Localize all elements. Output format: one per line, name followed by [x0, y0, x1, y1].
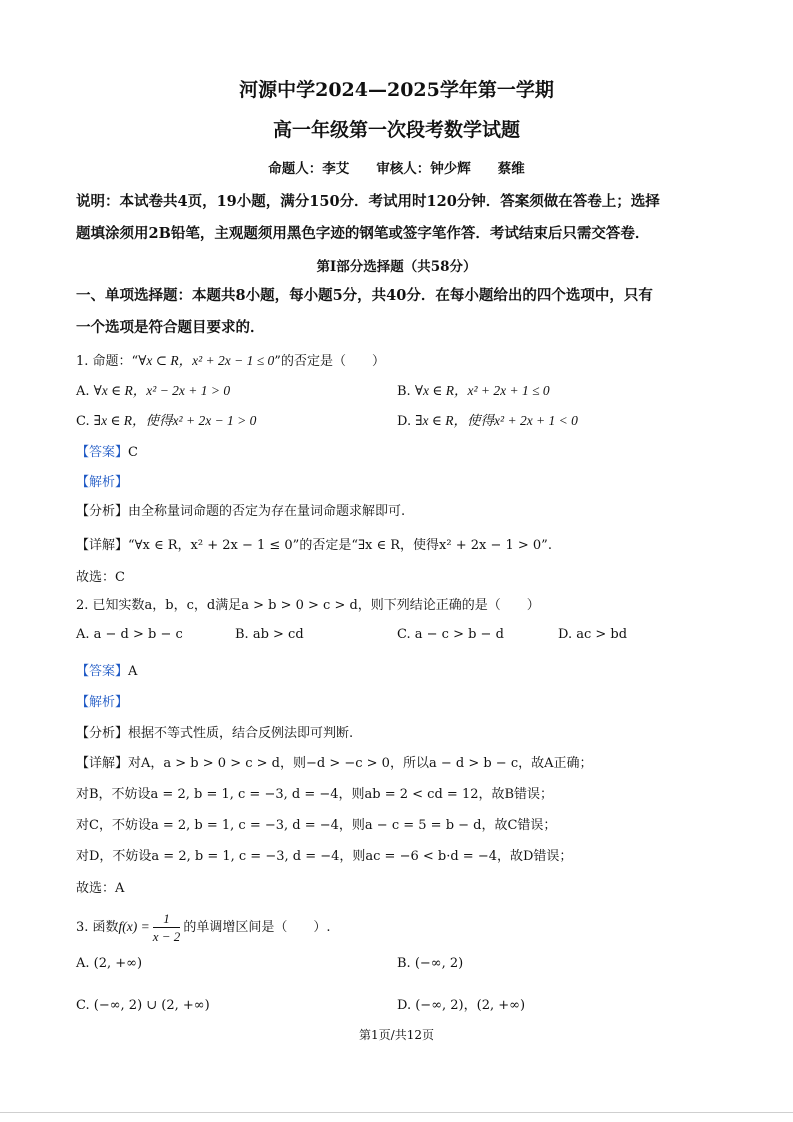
q2-detail-b: 对B，不妨设a = 2, b = 1, c = −3, d = −4，则ab = 2 < cd = 12，故B错误；	[76, 787, 554, 802]
q3-fraction-numerator: 1	[153, 912, 181, 928]
bottom-divider	[0, 1112, 793, 1113]
q3-stem	[76, 910, 330, 944]
q1-option-c	[76, 412, 256, 431]
q1-stem-prefix: 1. 命题：“	[76, 354, 139, 369]
fenxi-tag: 【分析】	[76, 726, 129, 741]
q1-option-d	[397, 412, 578, 431]
q1-answer-value: C	[128, 445, 138, 460]
q1-stem	[76, 352, 385, 371]
q2-option-b: B. ab > cd	[235, 627, 304, 642]
q1-option-a-label: A.	[76, 384, 94, 399]
q2-option-d: D. ac > bd	[558, 627, 628, 642]
q2-stem: 2. 已知实数a，b，c，d满足a > b > 0 > c > d，则下列结论正确的是（ ）	[76, 598, 540, 613]
exam-title: 河源中学2024—2025学年第一学期	[239, 79, 554, 101]
q1-option-a-formula: ∀x ∈ R，x² − 2x + 1 > 0	[93, 383, 231, 398]
authors-line: 命题人：李艾 审核人：钟少辉 蔡维	[268, 161, 525, 177]
q2-detail-text: 对A，a > b > 0 > c > d，则−d > −c > 0，所以a − d > b − c，故A正确；	[128, 756, 593, 771]
q1-stem-suffix: ”的否定是（ ）	[274, 354, 385, 369]
q1-option-b	[397, 382, 550, 401]
q1-detail-text: “∀x ∈ R，x² + 2x − 1 ≤ 0”的否定是“∃x ∈ R，使得x² + 2x − 1 > 0”.	[128, 538, 552, 553]
q2-answer-value: A	[128, 664, 138, 679]
instructions-line-2: 题填涂须用2B铅笔，主观题须用黑色字迹的钢笔或签字笔作答．考试结束后只需交答卷．	[76, 225, 650, 242]
q2-fenxi	[76, 725, 353, 743]
q1-option-d-formula: ∃x ∈ R，使得x² + 2x + 1 < 0	[415, 413, 578, 428]
section-heading-line-1: 一、单项选择题：本题共8小题，每小题5分，共40分．在每小题给出的四个选项中，只有	[76, 287, 653, 304]
q3-option-d: D. (−∞, 2)，(2, +∞)	[397, 998, 526, 1013]
q2-detail-d: 对D，不妨设a = 2, b = 1, c = −3, d = −4，则ac = −6 < b·d = −4，故D错误；	[76, 849, 573, 864]
q1-analysis-tag: 【解析】	[76, 475, 129, 490]
q1-option-b-label: B.	[397, 384, 415, 399]
q1-answer	[76, 444, 138, 462]
exam-subtitle: 高一年级第一次段考数学试题	[272, 119, 520, 141]
section-heading-line-2: 一个选项是符合题目要求的．	[76, 319, 265, 336]
q1-option-c-label: C.	[76, 414, 94, 429]
fenxi-tag: 【分析】	[76, 504, 129, 519]
q1-option-d-label: D.	[397, 414, 416, 429]
q2-answer	[76, 663, 137, 681]
q1-option-c-formula: ∃x ∈ R，使得x² + 2x − 1 > 0	[93, 413, 257, 428]
q2-fenxi-text: 根据不等式性质，结合反例法即可判断.	[128, 726, 354, 741]
q1-detail	[76, 537, 552, 555]
detail-tag: 【详解】	[76, 756, 129, 771]
q2-analysis-tag: 【解析】	[76, 695, 129, 710]
q3-function: f(x) =	[118, 919, 150, 934]
detail-tag: 【详解】	[76, 538, 129, 553]
q1-option-a	[76, 382, 230, 401]
answer-tag: 【答案】	[76, 445, 129, 460]
q2-detail	[76, 755, 593, 773]
answer-tag: 【答案】	[76, 664, 129, 679]
q3-stem-suffix: 的单调增区间是（ ）.	[183, 920, 331, 935]
q2-choose: 故选：A	[76, 881, 125, 896]
q3-option-b: B. (−∞, 2)	[397, 956, 464, 971]
q1-stem-formula: ∀x ⊂ R，x² + 2x − 1 ≤ 0	[138, 353, 275, 368]
page-footer: 第1页/共12页	[359, 1028, 434, 1042]
q1-option-b-formula: ∀x ∈ R，x² + 2x + 1 ≤ 0	[414, 383, 550, 398]
q2-option-a: A. a − d > b − c	[76, 627, 183, 642]
q3-option-c: C. (−∞, 2) ∪ (2, +∞)	[76, 998, 210, 1013]
q1-fenxi-text: 由全称量词命题的否定为存在量词命题求解即可.	[128, 504, 406, 519]
q1-choose: 故选：C	[76, 570, 125, 585]
q2-detail-c: 对C，不妨设a = 2, b = 1, c = −3, d = −4，则a − c = 5 = b − d，故C错误；	[76, 818, 557, 833]
q3-option-a: A. (2, +∞)	[76, 956, 143, 971]
q3-stem-prefix: 3. 函数	[76, 920, 119, 935]
q3-fraction	[153, 912, 181, 944]
q2-option-c: C. a − c > b − d	[397, 627, 504, 642]
q1-fenxi	[76, 503, 405, 521]
part-title: 第Ⅰ部分选择题（共58分）	[316, 259, 477, 275]
instructions-line-1: 说明：本试卷共4页，19小题，满分150分．考试用时120分钟．答案须做在答卷上；选择	[76, 193, 660, 210]
q3-fraction-denominator: x − 2	[152, 928, 181, 944]
